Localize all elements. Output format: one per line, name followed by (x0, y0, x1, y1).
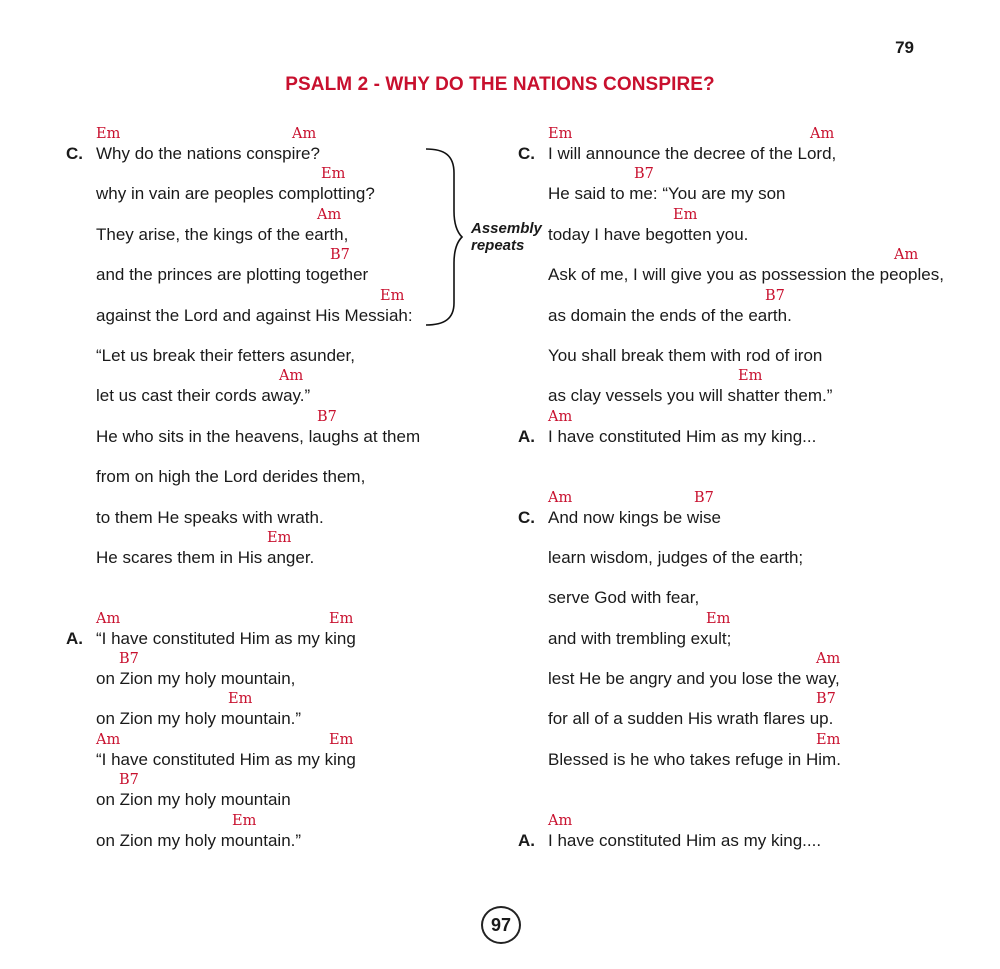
chord: Em (232, 812, 257, 829)
chord: Em (380, 287, 405, 304)
chord: Am (816, 651, 841, 668)
lyric-line (518, 407, 988, 447)
lyric-line (66, 407, 496, 447)
page-number: 79 (895, 38, 914, 57)
lyric-line (518, 811, 988, 851)
lyric-line (66, 488, 496, 528)
lyric-text: He scares them in His anger. (96, 547, 315, 567)
assembly-repeats-note (471, 220, 542, 254)
lyric-line (518, 488, 988, 528)
chord: B7 (694, 489, 714, 506)
lyric-text: Ask of me, I will give you as possession the peoples, (548, 265, 944, 285)
lyric-line (518, 286, 988, 326)
repeats-line: repeats (471, 237, 525, 254)
lyric-text: “I have constituted Him as my king (96, 749, 356, 769)
lyric-line (66, 447, 496, 487)
lyric-line (518, 245, 988, 285)
lyric-text: Blessed is he who takes refuge in Him. (548, 749, 841, 769)
stanza-gap (66, 568, 496, 608)
lyric-text: He said to me: “You are my son (548, 184, 786, 204)
chord: B7 (765, 287, 785, 304)
chord: Am (548, 489, 573, 506)
chord: Em (673, 206, 698, 223)
assembly-brace (424, 147, 464, 329)
part-label: A. (518, 830, 535, 850)
chord: Em (267, 529, 292, 546)
chord: Am (548, 408, 573, 425)
lyric-text: against the Lord and against His Messiah: (96, 305, 413, 325)
lyric-text: and the princes are plotting together (96, 265, 369, 285)
lyric-text: And now kings be wise (548, 507, 721, 527)
lyric-text: “Let us break their fetters asunder, (96, 345, 355, 365)
lyric-line (66, 811, 496, 851)
lyric-text: today I have begotten you. (548, 224, 749, 244)
lyric-line (518, 205, 988, 245)
chord: Am (317, 206, 342, 223)
lyric-text: and with trembling exult; (548, 628, 732, 648)
chord: B7 (634, 166, 654, 183)
chord: Em (816, 731, 841, 748)
chord: Am (810, 126, 835, 142)
lyric-line (66, 366, 496, 406)
lyric-line (66, 770, 496, 810)
lyric-line (66, 649, 496, 689)
lyric-text: on Zion my holy mountain.” (96, 830, 302, 850)
right-column (518, 124, 988, 851)
lyric-line (66, 609, 496, 649)
chord: Am (96, 731, 121, 748)
lyric-line (66, 689, 496, 729)
chord: Am (894, 247, 919, 264)
chord: Am (548, 812, 573, 829)
lyric-line (518, 730, 988, 770)
chord: Em (706, 610, 731, 627)
chord: B7 (119, 772, 139, 789)
lyric-text: I have constituted Him as my king... (548, 426, 817, 446)
lyric-text: on Zion my holy mountain.” (96, 709, 302, 729)
chord: Am (292, 126, 317, 142)
lyric-text: on Zion my holy mountain, (96, 669, 296, 689)
chord: Am (279, 368, 304, 385)
lyric-text: Why do the nations conspire? (96, 144, 320, 163)
chord: Em (548, 126, 573, 142)
lyric-text: learn wisdom, judges of the earth; (548, 547, 804, 567)
lyric-line (518, 649, 988, 689)
part-label: A. (66, 628, 83, 648)
lyric-text: He who sits in the heavens, laughs at them (96, 426, 421, 446)
part-label: C. (66, 144, 83, 163)
lyric-text: on Zion my holy mountain (96, 790, 291, 810)
stanza-gap (518, 447, 988, 487)
lyric-line (518, 164, 988, 204)
lyric-line (518, 609, 988, 649)
chord: B7 (816, 691, 836, 708)
chord: Em (321, 166, 346, 183)
lyric-text: lest He be angry and you lose the way, (548, 669, 840, 689)
lyric-text: for all of a sudden His wrath flares up. (548, 709, 834, 729)
lyric-line (66, 528, 496, 568)
lyric-text: why in vain are peoples complotting? (96, 184, 375, 204)
part-label: A. (518, 426, 535, 446)
chord: B7 (119, 651, 139, 668)
lyric-text: serve God with fear, (548, 588, 700, 608)
part-label: C. (518, 507, 535, 527)
footer-page-number: 97 (481, 906, 521, 944)
chord: Em (329, 731, 354, 748)
chord: Em (228, 691, 253, 708)
lyric-text: I will announce the decree of the Lord, (548, 144, 837, 163)
assembly-line: Assembly (471, 220, 542, 237)
lyric-text: as clay vessels you will shatter them.” (548, 386, 833, 406)
chord: B7 (330, 247, 350, 264)
lyric-line (518, 528, 988, 568)
lyric-text: “I have constituted Him as my king (96, 628, 356, 648)
chord: Am (96, 610, 121, 627)
lyric-line (518, 366, 988, 406)
chord: Em (96, 126, 121, 142)
lyric-line (518, 124, 988, 164)
lyric-line (518, 568, 988, 608)
part-label: C. (518, 144, 535, 163)
chord: Em (738, 368, 763, 385)
lyric-text: from on high the Lord derides them, (96, 467, 366, 487)
stanza-gap (518, 770, 988, 810)
psalm-title: PSALM 2 - WHY DO THE NATIONS CONSPIRE? (285, 74, 715, 95)
lyric-text: I have constituted Him as my king.... (548, 830, 822, 850)
lyric-line (518, 326, 988, 366)
lyric-line (66, 326, 496, 366)
lyric-line (518, 689, 988, 729)
lyric-text: to them He speaks with wrath. (96, 507, 324, 527)
chord: Em (329, 610, 354, 627)
lyric-text: They arise, the kings of the earth, (96, 224, 349, 244)
chord: B7 (317, 408, 337, 425)
lyric-text: let us cast their cords away.” (96, 386, 311, 406)
lyric-text: You shall break them with rod of iron (548, 345, 823, 365)
lyric-line (66, 730, 496, 770)
lyric-text: as domain the ends of the earth. (548, 305, 792, 325)
